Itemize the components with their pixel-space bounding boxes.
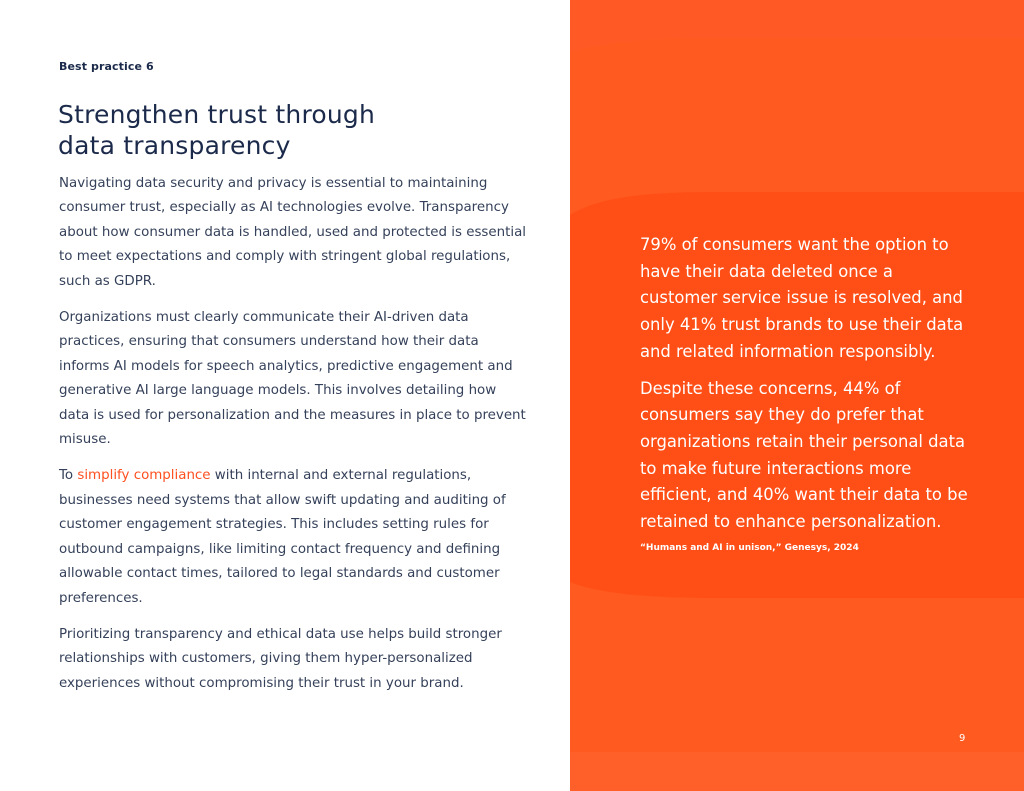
title-line-1: Strengthen trust through [58, 100, 376, 129]
paragraph-2: Organizations must clearly communicate their AI-driven data practices, ensuring that consumers understand how their data informs AI models for speech analytics, predictive engagement and generative AI large language models. This involves detailing how data is used for personalization and the measures in place to prevent misuse. [59, 310, 526, 448]
page-title [58, 99, 518, 161]
title-line-2: data transparency [58, 131, 291, 160]
paragraph-3-suffix: with internal and external regulations, businesses need systems that allow swift updating and auditing of customer engagement strategies. This includes setting rules for outbound campaigns, like limiting contact frequency and defining allowable contact times, tailored to legal standards and customer preferences. [59, 468, 506, 606]
section-eyebrow: Best practice 6 [59, 60, 154, 73]
stat-paragraph-2: Despite these concerns, 44% of consumers say they do prefer that organizations retain their personal data to make future interactions more efficient, and 40% want their data to be retained to enhance personalization. [640, 378, 968, 532]
body-text [59, 172, 529, 708]
simplify-compliance-link[interactable]: simplify compliance [77, 468, 211, 484]
paragraph-3-prefix: To [59, 468, 78, 484]
stat-panel [570, 0, 1024, 791]
paragraph-1: Navigating data security and privacy is essential to maintaining consumer trust, especially as AI technologies evolve. Transparency about how consumer data is handled, used and protected is essential to meet expectations and comply with stringent global regulations, such as GDPR. [59, 176, 527, 289]
paragraph-3 [59, 464, 529, 610]
page-number: 9 [959, 733, 966, 744]
stat-paragraph-1: 79% of consumers want the option to have their data deleted once a customer service issue is resolved, and only 41% trust brands to use their data and related information responsibly. [640, 235, 964, 361]
paragraph-4: Prioritizing transparency and ethical data use helps build stronger relationships with customers, giving them hyper-personalized experiences without compromising their trust in your brand. [59, 626, 502, 691]
source-citation: “Humans and AI in unison,” Genesys, 2024 [640, 543, 859, 553]
stat-quote [640, 232, 970, 546]
